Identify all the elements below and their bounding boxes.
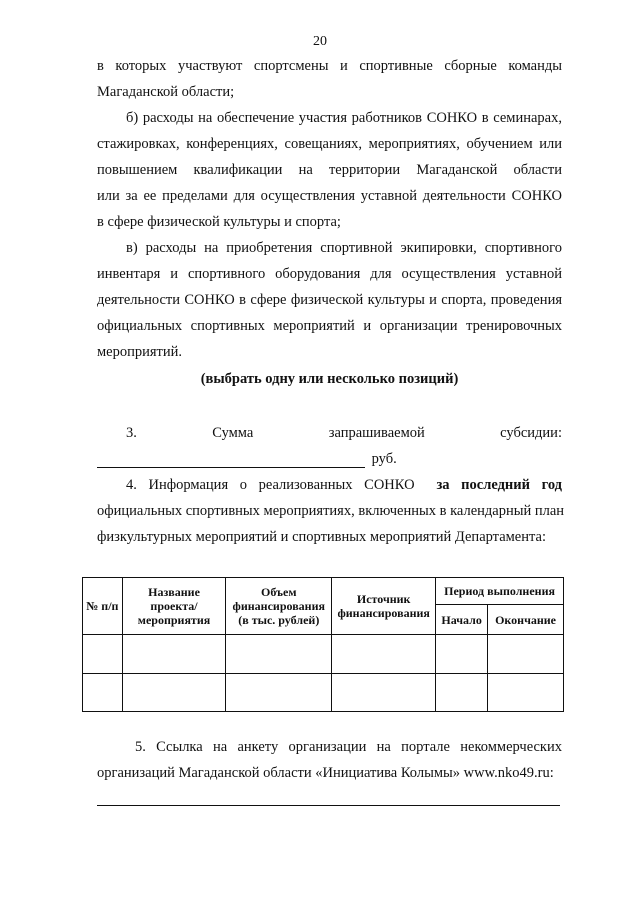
para-c-line-4: официальных спортивных мероприятий и организации тренировочных [97,318,562,334]
para-c-line-2: инвентаря и спортивного оборудования для осуществления уставной [97,266,562,282]
item-5-line-1: 5. Ссылка на анкету организации на портале некоммерческих [135,739,562,755]
col-header-start: Начало [436,605,488,635]
col-header-source: Источник финансирования [332,578,436,635]
item-3-word-1: Сумма [212,425,254,441]
amount-unit: руб. [371,451,397,467]
amount-line [97,451,562,468]
item-4-line-1 [126,477,562,494]
item-3-word-2: запрашиваемой [328,425,425,441]
para-c-line-3: деятельности СОНКО в сфере физической культуры и спорта, проведения [97,292,562,308]
table-cell[interactable] [436,635,488,674]
item-4-line-3: физкультурных мероприятий и спортивных мероприятий Департамента: [97,529,546,545]
page-number: 20 [313,34,327,49]
item-3-line [126,425,562,442]
para-b-line-2: стажировках, конференциях, совещаниях, мероприятиях, обучением или [97,136,562,152]
col-header-volume: Объем финансирования (в тыс. рублей) [226,578,332,635]
table-cell[interactable] [83,635,123,674]
events-table [82,577,564,712]
para-c-line-5: мероприятий. [97,344,183,360]
item-3-word-3: субсидии: [500,425,562,441]
table-cell[interactable] [332,635,436,674]
table-cell[interactable] [122,674,226,712]
item-4-text: 4. Информация о реализованных СОНКО [126,477,415,493]
item-5-line-2: организаций Магаданской области «Инициатива Колымы» www.nko49.ru: [97,765,554,781]
table-cell[interactable] [488,674,564,712]
para-a-line-1: в которых участвуют спортсмены и спортивные сборные команды [97,58,562,74]
para-b-line-1: б) расходы на обеспечение участия работников СОНКО в семинарах, [126,110,562,126]
table-cell[interactable] [122,635,226,674]
select-note: (выбрать одну или несколько позиций) [200,371,459,387]
para-a-line-2: Магаданской области; [97,84,235,100]
para-b-line-3: повышением квалификации на территории Магаданской области [97,162,562,178]
item-3-number: 3. [126,425,137,441]
table-row [83,635,564,674]
col-header-number: № п/п [83,578,123,635]
table-cell[interactable] [226,635,332,674]
col-header-end: Окончание [488,605,564,635]
table-cell[interactable] [83,674,123,712]
para-b-line-5: в сфере физической культуры и спорта; [97,214,341,230]
table-cell[interactable] [436,674,488,712]
col-header-period: Период выполнения [436,578,564,605]
para-b-line-4: или за ее пределами для осуществления уставной деятельности СОНКО [97,188,562,204]
table-header-row [83,578,564,605]
table-cell[interactable] [488,635,564,674]
table-cell[interactable] [332,674,436,712]
link-blank-line[interactable] [97,805,560,806]
col-header-name: Название проекта/ мероприятия [122,578,226,635]
amount-blank[interactable] [97,454,365,468]
table-cell[interactable] [226,674,332,712]
item-4-line-2: официальных спортивных мероприятиях, включенных в календарный план [97,503,565,519]
table-row [83,674,564,712]
item-4-bold: за последний год [436,477,562,493]
para-c-line-1: в) расходы на приобретения спортивной экипировки, спортивного [126,240,562,256]
